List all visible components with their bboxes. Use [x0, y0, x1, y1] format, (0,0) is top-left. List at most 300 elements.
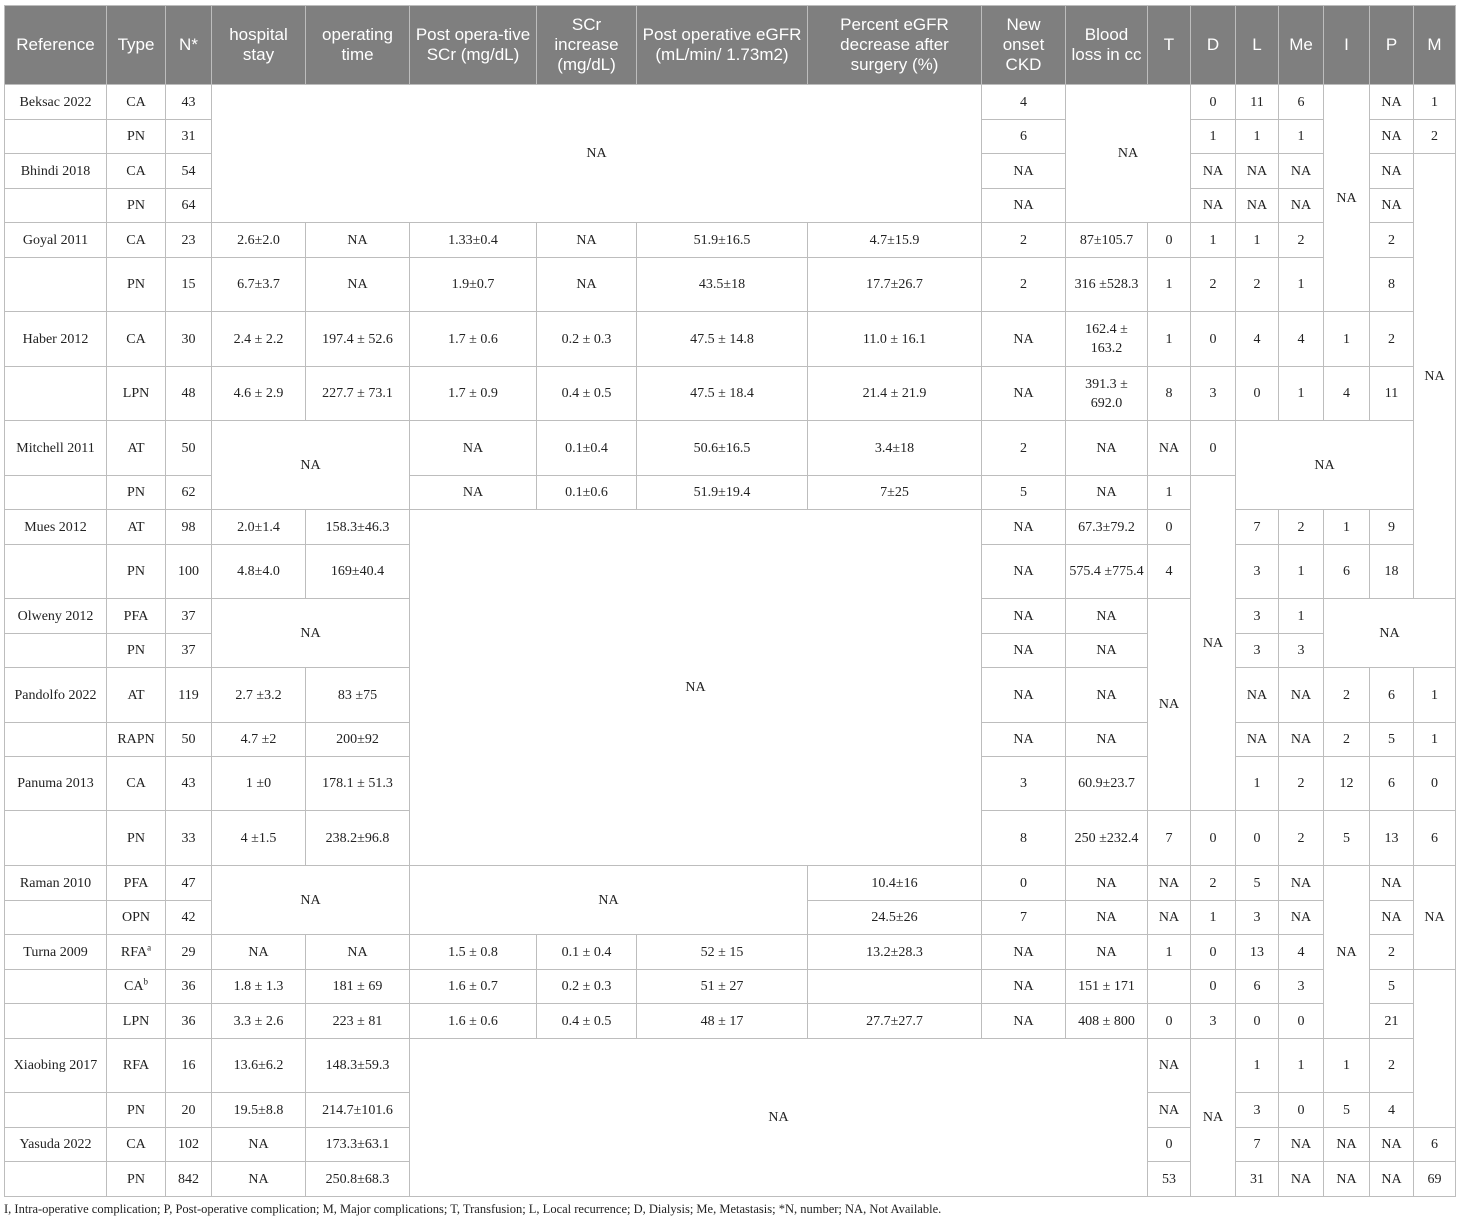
- cell-i-na-span: NA: [1324, 866, 1370, 1039]
- cell-reference: [5, 545, 107, 599]
- cell-type: CA: [107, 312, 166, 367]
- cell-scr-increase: 0.2 ± 0.3: [537, 970, 637, 1004]
- cell-p: NA: [1370, 866, 1414, 901]
- cell-l: 1: [1236, 120, 1279, 154]
- cell-scr-increase: 0.1 ± 0.4: [537, 935, 637, 970]
- cell-ckd: NA: [982, 367, 1066, 421]
- cell-reference: [5, 634, 107, 668]
- cell-reference: Xiaobing 2017: [5, 1039, 107, 1093]
- cell-ckd: 6: [982, 120, 1066, 154]
- cell-reference: [5, 1004, 107, 1039]
- cell-me: 4: [1279, 312, 1324, 367]
- cell-reference: Beksac 2022: [5, 85, 107, 120]
- cell-reference: Panuma 2013: [5, 757, 107, 811]
- cell-pct-egfr: 3.4±18: [808, 421, 982, 476]
- cell-na-span: NA: [1066, 85, 1191, 223]
- cell-hospital-stay: 4.8±4.0: [212, 545, 306, 599]
- cell-operating-time: 214.7±101.6: [306, 1093, 410, 1128]
- cell-operating-time: 238.2±96.8: [306, 811, 410, 866]
- cell-blood-loss: NA: [1066, 634, 1148, 668]
- cell-d: 0: [1191, 935, 1236, 970]
- cell-type: AT: [107, 510, 166, 545]
- cell-pct-egfr: 21.4 ± 21.9: [808, 367, 982, 421]
- cell-me: 1: [1279, 120, 1324, 154]
- cell-d: 2: [1191, 258, 1236, 312]
- cell-operating-time: 83 ±75: [306, 668, 410, 723]
- cell-t: 1: [1148, 312, 1191, 367]
- col-l: L: [1236, 6, 1279, 85]
- col-i: I: [1324, 6, 1370, 85]
- cell-operating-time: 197.4 ± 52.6: [306, 312, 410, 367]
- cell-reference: [5, 120, 107, 154]
- cell-type: LPN: [107, 1004, 166, 1039]
- table-footnote: I, Intra-operative complication; P, Post-operative complication; M, Major complications; T, Transfusion; L, Local recurrence; D, Dialysis; Me, Metastasis; *N, number; NA, Not Available.: [4, 1202, 942, 1216]
- cell-reference: [5, 476, 107, 510]
- cell-m: 1: [1414, 85, 1456, 120]
- cell-na-span: NA: [410, 1039, 1148, 1197]
- cell-t: 0: [1148, 1128, 1191, 1162]
- cell-me: NA: [1279, 668, 1324, 723]
- cell-n: 37: [166, 599, 212, 634]
- cell-hospital-stay: 1 ±0: [212, 757, 306, 811]
- col-t: T: [1148, 6, 1191, 85]
- cell-l: 2: [1236, 258, 1279, 312]
- cell-p: NA: [1370, 154, 1414, 189]
- cell-ckd: 7: [982, 901, 1066, 935]
- cell-hospital-stay: 2.4 ± 2.2: [212, 312, 306, 367]
- cell-post-egfr: 47.5 ± 14.8: [637, 312, 808, 367]
- cell-operating-time: NA: [306, 935, 410, 970]
- cell-me: 1: [1279, 258, 1324, 312]
- cell-n: 36: [166, 970, 212, 1004]
- cell-n: 23: [166, 223, 212, 258]
- cell-hospital-stay: 19.5±8.8: [212, 1093, 306, 1128]
- footnote-mark: b: [143, 976, 148, 987]
- cell-d: 0: [1191, 85, 1236, 120]
- col-p: P: [1370, 6, 1414, 85]
- cell-n: 33: [166, 811, 212, 866]
- cell-reference: Bhindi 2018: [5, 154, 107, 189]
- cell-i: 6: [1324, 545, 1370, 599]
- cell-reference: Haber 2012: [5, 312, 107, 367]
- table-row: [5, 223, 1456, 258]
- cell-hospital-stay: 4.6 ± 2.9: [212, 367, 306, 421]
- cell-p: 13: [1370, 811, 1414, 866]
- cell-m-na-span: NA: [1414, 154, 1456, 599]
- cell-me: 1: [1279, 545, 1324, 599]
- cell-l: 7: [1236, 510, 1279, 545]
- cell-operating-time: 227.7 ± 73.1: [306, 367, 410, 421]
- cell-d: 0: [1191, 970, 1236, 1004]
- cell-hospital-stay: NA: [212, 1162, 306, 1197]
- table-row: [5, 866, 1456, 901]
- col-n: N*: [166, 6, 212, 85]
- cell-hospital-stay: 4 ±1.5: [212, 811, 306, 866]
- cell-me: NA: [1279, 154, 1324, 189]
- cell-me: NA: [1279, 1128, 1324, 1162]
- cell-hospital-stay: 1.8 ± 1.3: [212, 970, 306, 1004]
- cell-post-egfr: 50.6±16.5: [637, 421, 808, 476]
- cell-type: PN: [107, 1093, 166, 1128]
- cell-t: NA: [1148, 1093, 1191, 1128]
- cell-operating-time: 181 ± 69: [306, 970, 410, 1004]
- cell-d: 3: [1191, 1004, 1236, 1039]
- cell-t: 1: [1148, 258, 1191, 312]
- cell-n: 48: [166, 367, 212, 421]
- cell-d: 0: [1191, 421, 1236, 476]
- cell-type: [107, 935, 166, 970]
- cell-blood-loss: 575.4 ±775.4: [1066, 545, 1148, 599]
- cell-scr-increase: NA: [537, 258, 637, 312]
- cell-me: 0: [1279, 1004, 1324, 1039]
- cell-operating-time: 158.3±46.3: [306, 510, 410, 545]
- cell-p: NA: [1370, 120, 1414, 154]
- cell-me: 6: [1370, 757, 1414, 811]
- cell-p: 5: [1370, 723, 1414, 757]
- col-m: M: [1414, 6, 1456, 85]
- type-label: RFA: [120, 944, 148, 960]
- cell-t: 1: [1236, 757, 1279, 811]
- cell-ckd: 2: [982, 258, 1066, 312]
- cell-post-egfr: 51.9±19.4: [637, 476, 808, 510]
- cell-operating-time: 173.3±63.1: [306, 1128, 410, 1162]
- cell-post-scr: NA: [410, 421, 537, 476]
- cell-p: 9: [1370, 510, 1414, 545]
- cell-pct-egfr: 24.5±26: [808, 901, 982, 935]
- cell-i: NA: [1324, 1162, 1370, 1197]
- table-row: [5, 258, 1456, 312]
- cell-blood-loss: 162.4 ± 163.2: [1066, 312, 1148, 367]
- col-hospital-stay: hospital stay: [212, 6, 306, 85]
- cell-d: 1: [1191, 223, 1236, 258]
- cell-n: 15: [166, 258, 212, 312]
- cell-n: 50: [166, 421, 212, 476]
- cell-na-span: NA: [212, 421, 410, 510]
- cell-reference: Yasuda 2022: [5, 1128, 107, 1162]
- cell-l: 6: [1236, 970, 1279, 1004]
- cell-t: 8: [1148, 367, 1191, 421]
- cell-l: 4: [1236, 312, 1279, 367]
- cell-type: PN: [107, 120, 166, 154]
- cell-m: [1414, 970, 1456, 1128]
- cell-n: 16: [166, 1039, 212, 1093]
- cell-m: 69: [1414, 1162, 1456, 1197]
- cell-d: 1: [1191, 901, 1236, 935]
- cell-reference: [5, 901, 107, 935]
- table-row: [5, 85, 1456, 120]
- cell-post-scr: 1.7 ± 0.9: [410, 367, 537, 421]
- cell-hospital-stay: 4.7 ±2: [212, 723, 306, 757]
- cell-p: NA: [1370, 901, 1414, 935]
- cell-n: 43: [166, 85, 212, 120]
- cell-operating-time: 178.1 ± 51.3: [306, 757, 410, 811]
- cell-d: 1: [1191, 120, 1236, 154]
- cell-reference: Mitchell 2011: [5, 421, 107, 476]
- cell-ckd: NA: [982, 723, 1066, 757]
- cell-t: NA: [1148, 901, 1191, 935]
- cell-n: 47: [166, 866, 212, 901]
- cell-post-egfr: 47.5 ± 18.4: [637, 367, 808, 421]
- table-row: [5, 510, 1456, 545]
- cell-reference: Raman 2010: [5, 866, 107, 901]
- cell-ckd: NA: [982, 970, 1066, 1004]
- cell-n: 30: [166, 312, 212, 367]
- cell-n: 842: [166, 1162, 212, 1197]
- cell-m: 6: [1414, 1128, 1456, 1162]
- col-type: Type: [107, 6, 166, 85]
- cell-reference: Olweny 2012: [5, 599, 107, 634]
- cell-i: 4: [1324, 367, 1370, 421]
- cell-n: 54: [166, 154, 212, 189]
- cell-ckd: NA: [982, 154, 1066, 189]
- cell-n: 62: [166, 476, 212, 510]
- cell-me: 3: [1279, 970, 1324, 1004]
- cell-l: 1: [1236, 1039, 1279, 1093]
- cell-hospital-stay: NA: [212, 1128, 306, 1162]
- cell-me: NA: [1279, 866, 1324, 901]
- cell-me: NA: [1279, 1162, 1324, 1197]
- footnote-mark: a: [147, 941, 152, 952]
- table-row: [5, 1039, 1456, 1093]
- cell-n: 100: [166, 545, 212, 599]
- cell-me: 3: [1279, 634, 1324, 668]
- cell-type: CA: [107, 1128, 166, 1162]
- cell-ckd: NA: [982, 189, 1066, 223]
- cell-hospital-stay: 6.7±3.7: [212, 258, 306, 312]
- cell-hospital-stay: NA: [212, 935, 306, 970]
- cell-ckd: 2: [982, 421, 1066, 476]
- cell-p: 6: [1370, 668, 1414, 723]
- cell-na-span: NA: [1236, 421, 1414, 510]
- cell-type: RAPN: [107, 723, 166, 757]
- cell-reference: [5, 258, 107, 312]
- cell-pct-egfr: [808, 970, 982, 1004]
- cell-hospital-stay: 2.0±1.4: [212, 510, 306, 545]
- cell-d: 2: [1191, 866, 1236, 901]
- cell-pct-egfr: 11.0 ± 16.1: [808, 312, 982, 367]
- col-scr-increase: SCr increase (mg/dL): [537, 6, 637, 85]
- cell-hospital-stay: 13.6±6.2: [212, 1039, 306, 1093]
- cell-p: 4: [1370, 1093, 1414, 1128]
- cell-l: 7: [1236, 1128, 1279, 1162]
- cell-l: 11: [1236, 85, 1279, 120]
- cell-ckd: 5: [982, 476, 1066, 510]
- cell-na-span: NA: [212, 599, 410, 668]
- cell-ckd: 2: [982, 223, 1066, 258]
- cell-l: 12: [1324, 757, 1370, 811]
- cell-blood-loss: 316 ±528.3: [1066, 258, 1148, 312]
- cell-n: 31: [166, 120, 212, 154]
- cell-t: 4: [1148, 545, 1191, 599]
- cell-t: 7: [1148, 811, 1191, 866]
- cell-n: 20: [166, 1093, 212, 1128]
- cell-n: 119: [166, 668, 212, 723]
- cell-scr-increase: NA: [537, 223, 637, 258]
- cell-blood-loss: 151 ± 171: [1066, 970, 1148, 1004]
- cell-type: LPN: [107, 367, 166, 421]
- cell-reference: [5, 970, 107, 1004]
- cell-post-egfr: 48 ± 17: [637, 1004, 808, 1039]
- cell-t: 0: [1148, 223, 1191, 258]
- cell-blood-loss: 391.3 ± 692.0: [1066, 367, 1148, 421]
- cell-na-span: NA: [212, 866, 410, 935]
- results-table: [4, 5, 1456, 1197]
- cell-i: 1: [1324, 510, 1370, 545]
- cell-ckd: 4: [982, 85, 1066, 120]
- cell-blood-loss: 408 ± 800: [1066, 1004, 1148, 1039]
- cell-m: 6: [1414, 811, 1456, 866]
- cell-na-span: NA: [410, 866, 808, 935]
- cell-blood-loss: NA: [1066, 668, 1148, 723]
- cell-scr-increase: 0.4 ± 0.5: [537, 1004, 637, 1039]
- cell-t: 1: [1148, 476, 1191, 510]
- cell-me: 2: [1279, 510, 1324, 545]
- col-operating-time: operating time: [306, 6, 410, 85]
- cell-me: 4: [1279, 935, 1324, 970]
- cell-post-egfr: 51 ± 27: [637, 970, 808, 1004]
- cell-post-scr: NA: [410, 476, 537, 510]
- cell-t: [1148, 970, 1191, 1004]
- cell-post-egfr: 52 ± 15: [637, 935, 808, 970]
- cell-t: 0: [1148, 1004, 1191, 1039]
- cell-pct-egfr: 7±25: [808, 476, 982, 510]
- cell-i: 1: [1324, 1039, 1370, 1093]
- cell-l: 3: [1236, 545, 1279, 599]
- cell-l: 3: [1236, 1093, 1279, 1128]
- cell-n: 42: [166, 901, 212, 935]
- cell-me: 1: [1279, 1039, 1324, 1093]
- cell-type: CA: [107, 85, 166, 120]
- cell-m-na-span: NA: [1414, 866, 1456, 970]
- cell-l: 13: [1236, 935, 1279, 970]
- cell-reference: [5, 1162, 107, 1197]
- cell-t: NA: [1148, 866, 1191, 901]
- table-row: [5, 367, 1456, 421]
- cell-p: 8: [1370, 258, 1414, 312]
- cell-p: 2: [1370, 223, 1414, 258]
- cell-post-scr: 1.5 ± 0.8: [410, 935, 537, 970]
- cell-i: 0: [1414, 757, 1456, 811]
- cell-type: PFA: [107, 599, 166, 634]
- cell-t-na-span: NA: [1148, 599, 1191, 811]
- cell-blood-loss: NA: [1066, 599, 1148, 634]
- cell-l: NA: [1236, 154, 1279, 189]
- cell-ckd: NA: [982, 312, 1066, 367]
- table-row: [5, 935, 1456, 970]
- table-row: [5, 970, 1456, 1004]
- cell-operating-time: 148.3±59.3: [306, 1039, 410, 1093]
- cell-t: 0: [1148, 510, 1191, 545]
- cell-l: NA: [1236, 668, 1279, 723]
- cell-i-na-span: NA: [1324, 85, 1370, 312]
- cell-na-span: NA: [410, 510, 982, 866]
- cell-post-scr: 1.9±0.7: [410, 258, 537, 312]
- cell-p: 2: [1370, 935, 1414, 970]
- cell-l: 3: [1236, 634, 1279, 668]
- cell-hospital-stay: 3.3 ± 2.6: [212, 1004, 306, 1039]
- cell-pct-egfr: 17.7±26.7: [808, 258, 982, 312]
- cell-reference: Turna 2009: [5, 935, 107, 970]
- cell-l: 0: [1236, 1004, 1279, 1039]
- cell-d-na-span: NA: [1191, 1039, 1236, 1197]
- cell-m: 1: [1414, 723, 1456, 757]
- cell-p: 2: [1370, 312, 1414, 367]
- cell-type: AT: [107, 421, 166, 476]
- cell-reference: Mues 2012: [5, 510, 107, 545]
- cell-p: NA: [1370, 85, 1414, 120]
- cell-l: NA: [1236, 189, 1279, 223]
- cell-p: 18: [1370, 545, 1414, 599]
- cell-type: PN: [107, 1162, 166, 1197]
- cell-i: 5: [1324, 811, 1370, 866]
- cell-n: 36: [166, 1004, 212, 1039]
- cell-operating-time: 200±92: [306, 723, 410, 757]
- cell-operating-time: 169±40.4: [306, 545, 410, 599]
- cell-type: PN: [107, 189, 166, 223]
- cell-i: 5: [1324, 1093, 1370, 1128]
- cell-operating-time: NA: [306, 258, 410, 312]
- cell-blood-loss: 87±105.7: [1066, 223, 1148, 258]
- col-post-egfr: Post operative eGFR (mL/min/ 1.73m2): [637, 6, 808, 85]
- cell-l: 1: [1236, 223, 1279, 258]
- cell-p: 2: [1370, 1039, 1414, 1093]
- cell-n: 29: [166, 935, 212, 970]
- cell-ckd: NA: [982, 668, 1066, 723]
- cell-scr-increase: 0.1±0.6: [537, 476, 637, 510]
- cell-me: 2: [1279, 223, 1324, 258]
- cell-blood-loss: NA: [1066, 935, 1148, 970]
- cell-me: NA: [1279, 901, 1324, 935]
- col-pct-egfr: Percent eGFR decrease after surgery (%): [808, 6, 982, 85]
- cell-blood-loss: NA: [1066, 901, 1148, 935]
- cell-me: 1: [1279, 599, 1324, 634]
- cell-ckd: NA: [982, 545, 1066, 599]
- cell-blood-loss: 60.9±23.7: [1066, 757, 1148, 811]
- cell-ckd: NA: [982, 1004, 1066, 1039]
- cell-i: NA: [1324, 1128, 1370, 1162]
- cell-blood-loss: NA: [1066, 723, 1148, 757]
- cell-me: 0: [1279, 1093, 1324, 1128]
- cell-type: RFA: [107, 1039, 166, 1093]
- cell-type: PN: [107, 545, 166, 599]
- cell-d: NA: [1191, 189, 1236, 223]
- col-reference: Reference: [5, 6, 107, 85]
- cell-blood-loss: NA: [1066, 866, 1148, 901]
- cell-n: 64: [166, 189, 212, 223]
- cell-reference: [5, 367, 107, 421]
- cell-l: NA: [1236, 723, 1279, 757]
- cell-l: 31: [1236, 1162, 1279, 1197]
- cell-operating-time: 250.8±68.3: [306, 1162, 410, 1197]
- cell-p: NA: [1370, 189, 1414, 223]
- cell-reference: Pandolfo 2022: [5, 668, 107, 723]
- cell-reference: [5, 811, 107, 866]
- cell-me: NA: [1279, 723, 1324, 757]
- cell-p: NA: [1370, 1162, 1414, 1197]
- cell-blood-loss: 250 ±232.4: [1066, 811, 1148, 866]
- cell-blood-loss: NA: [1066, 421, 1148, 476]
- cell-post-scr: 1.6 ± 0.7: [410, 970, 537, 1004]
- cell-type: CA: [107, 223, 166, 258]
- cell-i: 2: [1324, 668, 1370, 723]
- cell-ckd: NA: [982, 599, 1066, 634]
- cell-post-egfr: 43.5±18: [637, 258, 808, 312]
- cell-hospital-stay: 2.6±2.0: [212, 223, 306, 258]
- cell-pct-egfr: 10.4±16: [808, 866, 982, 901]
- cell-type: PFA: [107, 866, 166, 901]
- cell-type: [107, 970, 166, 1004]
- cell-i: 1: [1324, 312, 1370, 367]
